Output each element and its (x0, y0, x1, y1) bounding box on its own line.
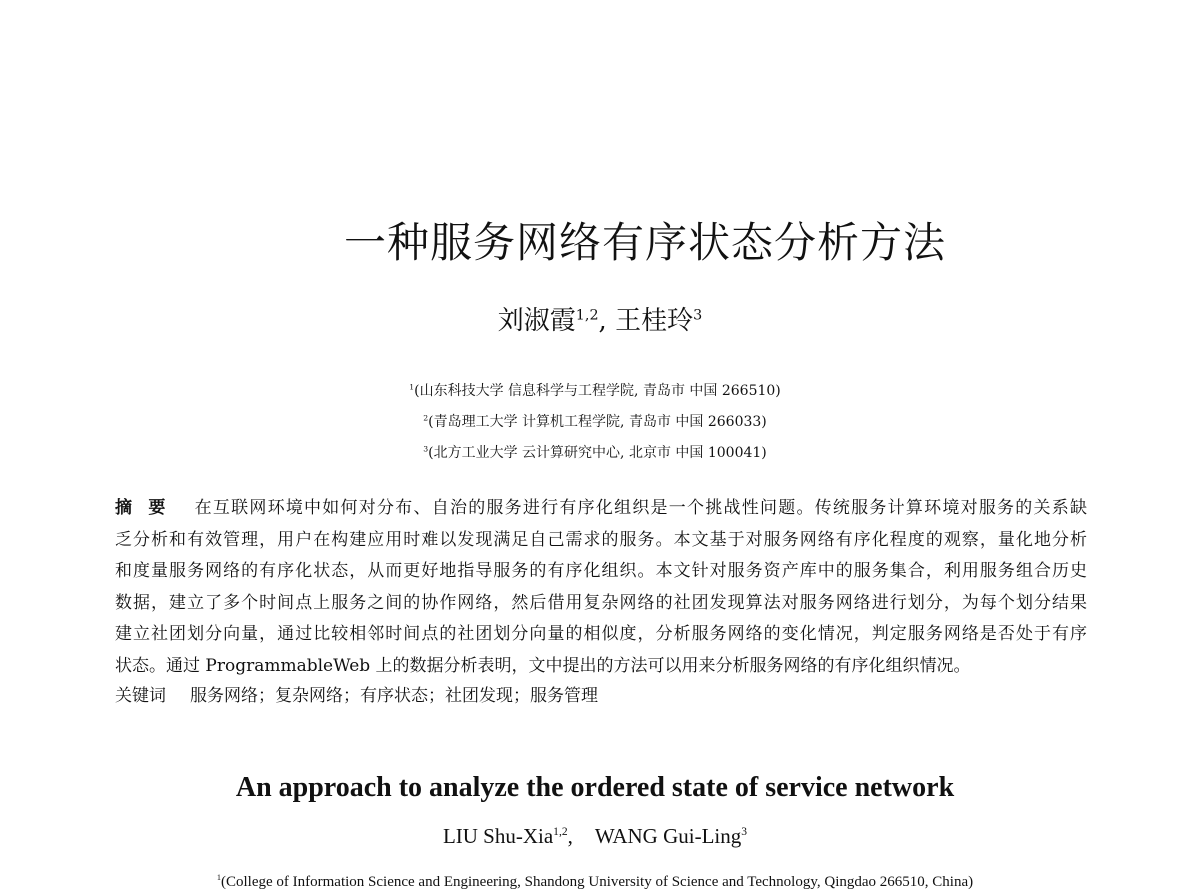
paper-title-cn: 一种服务网络有序状态分析方法 (343, 218, 946, 267)
affiliation-marker: 2 (423, 413, 429, 423)
author-name: WANG Gui-Ling (594, 824, 742, 848)
abstract-text: 在互联网环境中如何对分布、自治的服务进行有序化组织是一个挑战性问题。传统服务计算环境对服务的关系缺 (194, 498, 1088, 518)
abstract (115, 493, 1087, 682)
author-separator: , (567, 824, 573, 848)
author-name: LIU Shu-Xia (442, 824, 554, 848)
author-separator: , (598, 306, 616, 336)
affiliation-text: (山东科技大学 信息科学与工程学院, 青岛市 中国 266510) (414, 383, 781, 399)
authors-cn (0, 300, 1200, 337)
author-affiliation-marker: 1,2 (575, 307, 599, 324)
author-affiliation-marker: 3 (693, 307, 703, 324)
affiliation-marker: 1 (409, 382, 415, 392)
abstract-label: 摘 要 (115, 498, 171, 518)
keywords-text: 服务网络；复杂网络；有序状态；社团发现；服务管理 (190, 686, 598, 706)
paper-title-en: An approach to analyze the ordered state of service network (235, 772, 955, 803)
keywords-label: 关键词 (115, 686, 166, 706)
abstract-line: 数据，建立了多个时间点上服务之间的协作网络，然后借用复杂网络的社团发现算法对服务网络进行划分，为每个划分结果 (115, 592, 1087, 613)
abstract-line: 和度量服务网络的有序化状态，从而更好地指导服务的有序化组织。本文针对服务资产库中的服务集合，利用服务组合历史 (115, 561, 1087, 581)
affiliations-cn (0, 376, 1190, 469)
affiliation-text: (青岛理工大学 计算机工程学院, 青岛市 中国 266033) (428, 414, 767, 430)
abstract-line: 状态。通过 ProgrammableWeb 上的数据分析表明，文中提出的方法可以用来分析服务网络的有序化组织情况。 (115, 655, 971, 676)
abstract-line: 建立社团划分向量，通过比较相邻时间点的社团划分向量的相似度，分析服务网络的变化情况，判定服务网络是否处于有序 (115, 624, 1087, 644)
author-name: 王桂玲 (615, 306, 694, 336)
abstract-line: 乏分析和有效管理，用户在构建应用时难以发现满足自己需求的服务。本文基于对服务网络有序化程度的观察，量化地分析 (115, 529, 1087, 550)
affiliation-text: (College of Information Science and Engineering, Shandong University of Science and Technology, Qingdao 266510, China) (221, 874, 974, 890)
authors-en (0, 824, 1190, 849)
affiliation-line (0, 407, 1190, 438)
author-affiliation-marker: 1,2 (553, 826, 568, 838)
affiliation-text: (北方工业大学 云计算研究中心, 北京市 中国 100041) (428, 445, 767, 461)
author-affiliation-marker: 3 (741, 826, 748, 838)
author-name: 刘淑霞 (497, 306, 576, 336)
affiliation-marker: 3 (423, 444, 429, 454)
keywords (115, 681, 598, 712)
affiliation-en (0, 874, 1190, 891)
affiliation-line (0, 438, 1190, 469)
abstract-line (115, 493, 1087, 525)
affiliation-line (0, 376, 1190, 407)
affiliation-marker: 1 (216, 873, 221, 882)
